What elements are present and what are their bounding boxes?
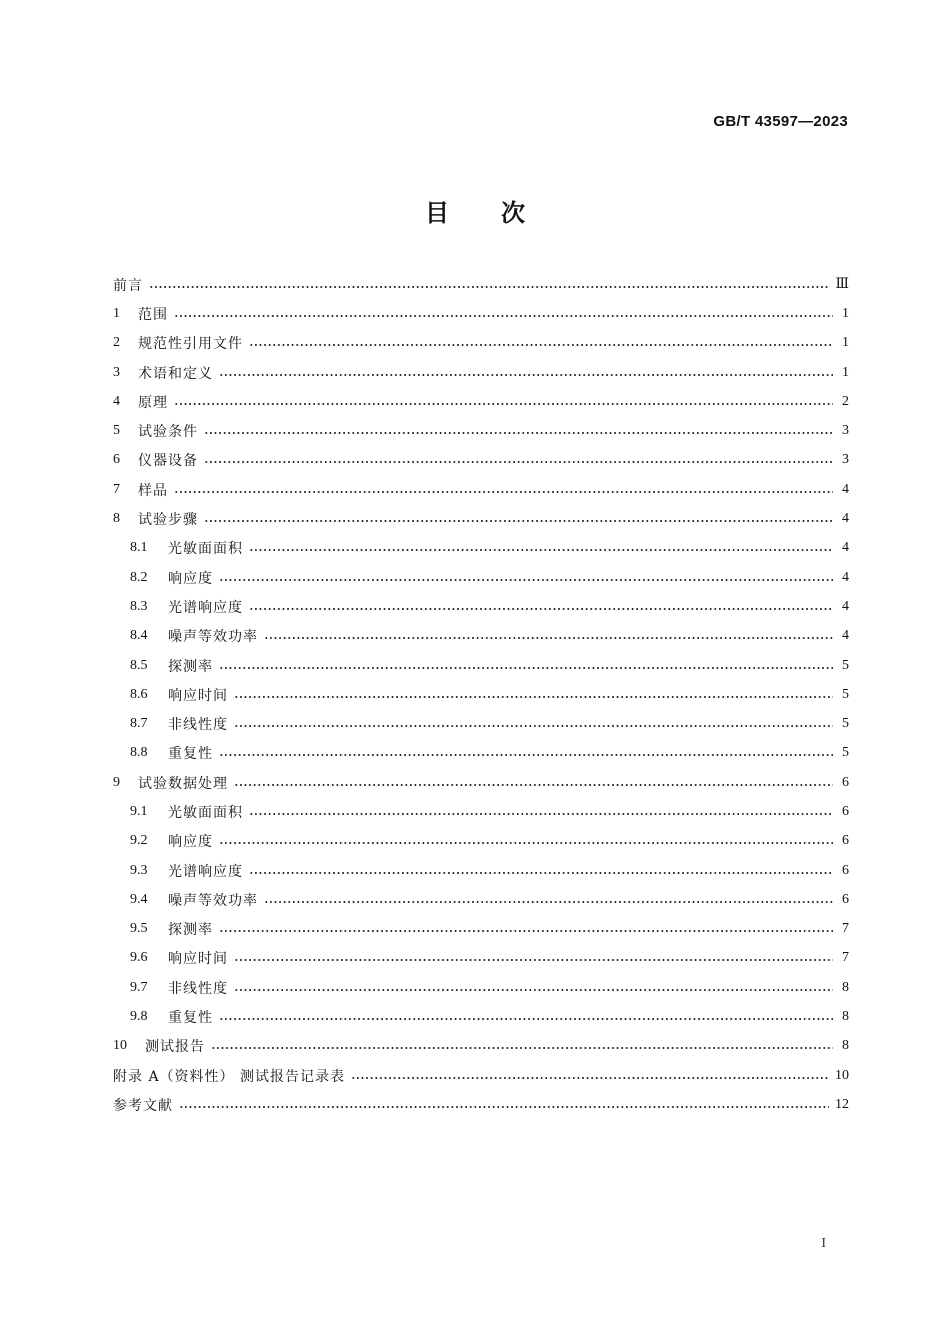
toc-entry-page: 12 bbox=[835, 1096, 849, 1112]
toc-dot-leader bbox=[204, 510, 833, 524]
toc-entry[interactable] bbox=[113, 827, 849, 856]
toc-entry-page: 5 bbox=[842, 657, 849, 673]
toc-entry-label: 响应度 bbox=[168, 570, 213, 587]
toc-entry-number: 9 bbox=[113, 774, 120, 790]
toc-entry-label: 响应度 bbox=[168, 834, 213, 851]
toc-entry-label: 噪声等效功率 bbox=[168, 892, 258, 909]
toc-entry-page: 3 bbox=[842, 452, 849, 468]
toc-entry-label: 探测率 bbox=[168, 922, 213, 939]
toc-entry-page: 1 bbox=[842, 305, 849, 321]
toc-entry-label: 光敏面面积 bbox=[168, 541, 243, 558]
toc-entry-number: 4 bbox=[113, 393, 120, 409]
toc-entry-label: 前言 bbox=[113, 277, 143, 294]
toc-entry-label: 测试报告 bbox=[145, 1039, 205, 1056]
toc-entry[interactable] bbox=[113, 1002, 849, 1031]
toc-entry-page: 7 bbox=[842, 921, 849, 937]
toc-dot-leader bbox=[219, 657, 833, 671]
toc-entry[interactable] bbox=[113, 709, 849, 738]
toc-dot-leader bbox=[174, 481, 833, 495]
toc-dot-leader bbox=[219, 744, 833, 758]
toc-entry[interactable] bbox=[113, 387, 849, 416]
toc-entry-number: 8 bbox=[113, 511, 120, 527]
toc-entry-label: 试验条件 bbox=[138, 424, 198, 441]
toc-entry-page: 1 bbox=[842, 335, 849, 351]
toc-entry-number: 9.4 bbox=[130, 891, 148, 907]
toc-entry-page: 5 bbox=[842, 716, 849, 732]
toc-dot-leader bbox=[174, 305, 833, 319]
toc-entry-page: 4 bbox=[842, 628, 849, 644]
toc-entry-page: 4 bbox=[842, 540, 849, 556]
toc-entry-number: 9.7 bbox=[130, 979, 148, 995]
toc-entry-label: 仪器设备 bbox=[138, 453, 198, 470]
toc-entry[interactable] bbox=[113, 1061, 849, 1090]
toc-entry-label: 非线性度 bbox=[168, 717, 228, 734]
toc-entry-page: 2 bbox=[842, 393, 849, 409]
toc-entry-label: 范围 bbox=[138, 306, 168, 323]
toc-dot-leader bbox=[249, 862, 833, 876]
toc-entry-number: 9.1 bbox=[130, 803, 148, 819]
toc-entry[interactable] bbox=[113, 329, 849, 358]
toc-entry-page: 4 bbox=[842, 481, 849, 497]
toc-dot-leader bbox=[174, 393, 833, 407]
toc-entry-number: 8.3 bbox=[130, 598, 148, 614]
toc-entry-page: 6 bbox=[842, 891, 849, 907]
toc-entry-label: 重复性 bbox=[168, 1010, 213, 1027]
toc-entry-page: 5 bbox=[842, 745, 849, 761]
toc-entry[interactable] bbox=[113, 504, 849, 533]
toc-entry-number: 8.5 bbox=[130, 657, 148, 673]
toc-entry-label: 光谱响应度 bbox=[168, 863, 243, 880]
toc-entry-number: 8.1 bbox=[130, 540, 148, 556]
toc-entry-number: 9.6 bbox=[130, 950, 148, 966]
toc-entry-number: 9.8 bbox=[130, 1009, 148, 1025]
toc-entry[interactable] bbox=[113, 592, 849, 621]
toc-entry[interactable] bbox=[113, 563, 849, 592]
toc-dot-leader bbox=[234, 715, 833, 729]
toc-dot-leader bbox=[149, 276, 829, 290]
toc-entry-page: 6 bbox=[842, 862, 849, 878]
toc-entry[interactable] bbox=[113, 358, 849, 387]
toc-entry-label: 探测率 bbox=[168, 658, 213, 675]
toc-entry[interactable] bbox=[113, 973, 849, 1002]
page-title bbox=[0, 193, 950, 228]
toc-entry-page: 8 bbox=[842, 1009, 849, 1025]
toc-entry-number: 10 bbox=[113, 1038, 127, 1054]
toc-entry-page: 8 bbox=[842, 1038, 849, 1054]
toc-entry-page: 3 bbox=[842, 423, 849, 439]
toc-entry-number: 5 bbox=[113, 423, 120, 439]
toc-entry[interactable] bbox=[113, 1032, 849, 1061]
toc-dot-leader bbox=[351, 1067, 829, 1081]
toc-dot-leader bbox=[234, 686, 833, 700]
toc-entry-page: 6 bbox=[842, 774, 849, 790]
toc-dot-leader bbox=[211, 1037, 833, 1051]
toc-entry-label: 原理 bbox=[138, 394, 168, 411]
toc-dot-leader bbox=[179, 1096, 829, 1110]
toc-entry[interactable] bbox=[113, 680, 849, 709]
toc-dot-leader bbox=[264, 627, 833, 641]
toc-entry-page: Ⅲ bbox=[835, 277, 849, 293]
toc-entry-number: 7 bbox=[113, 481, 120, 497]
toc-dot-leader bbox=[234, 774, 833, 788]
toc-entry-page: 4 bbox=[842, 511, 849, 527]
toc-entry[interactable] bbox=[113, 739, 849, 768]
toc-dot-leader bbox=[264, 891, 833, 905]
toc-entry[interactable] bbox=[113, 446, 849, 475]
toc-entry-label: 非线性度 bbox=[168, 980, 228, 997]
toc-entry[interactable] bbox=[113, 944, 849, 973]
toc-entry-label: 术语和定义 bbox=[138, 365, 213, 382]
toc-entry-page: 10 bbox=[835, 1067, 849, 1083]
toc-entry[interactable] bbox=[113, 856, 849, 885]
toc-entry-number: 1 bbox=[113, 305, 120, 321]
toc-entry-label: 光谱响应度 bbox=[168, 599, 243, 616]
title-char-2: 次 bbox=[501, 199, 525, 227]
toc-dot-leader bbox=[234, 949, 833, 963]
toc-entry[interactable] bbox=[113, 270, 849, 299]
toc-entry-label: 附录 A（资料性） 测试报告记录表 bbox=[113, 1068, 346, 1085]
toc-entry-number: 8.6 bbox=[130, 686, 148, 702]
toc-entry[interactable] bbox=[113, 622, 849, 651]
toc-entry[interactable] bbox=[113, 299, 849, 328]
toc-entry[interactable] bbox=[113, 534, 849, 563]
toc-entry-number: 2 bbox=[113, 335, 120, 351]
toc-entry-page: 4 bbox=[842, 569, 849, 585]
toc-entry[interactable] bbox=[113, 651, 849, 680]
toc-entry-page: 7 bbox=[842, 950, 849, 966]
toc-entry-page: 1 bbox=[842, 364, 849, 380]
toc-entry-page: 5 bbox=[842, 686, 849, 702]
toc-entry-number: 9.3 bbox=[130, 862, 148, 878]
toc-dot-leader bbox=[249, 334, 833, 348]
toc-entry-number: 6 bbox=[113, 452, 120, 468]
toc-entry-label: 光敏面面积 bbox=[168, 804, 243, 821]
toc-dot-leader bbox=[249, 539, 833, 553]
toc-entry-label: 响应时间 bbox=[168, 951, 228, 968]
title-char-1: 目 bbox=[425, 199, 449, 227]
toc-dot-leader bbox=[219, 569, 833, 583]
toc-entry-label: 参考文献 bbox=[113, 1097, 173, 1114]
toc-entry-number: 8.2 bbox=[130, 569, 148, 585]
toc-entry-label: 重复性 bbox=[168, 746, 213, 763]
toc-dot-leader bbox=[219, 1008, 833, 1022]
toc-entry-number: 9.2 bbox=[130, 833, 148, 849]
page-folio: I bbox=[821, 1236, 826, 1251]
toc-entry-number: 8.8 bbox=[130, 745, 148, 761]
toc-entry-page: 6 bbox=[842, 833, 849, 849]
toc-entry[interactable] bbox=[113, 885, 849, 914]
toc-entry-page: 4 bbox=[842, 598, 849, 614]
toc-entry-number: 8.7 bbox=[130, 716, 148, 732]
standard-code: GB/T 43597—2023 bbox=[713, 113, 848, 130]
toc-entry-number: 9.5 bbox=[130, 921, 148, 937]
toc-entry-label: 试验数据处理 bbox=[138, 775, 228, 792]
toc-entry-number: 3 bbox=[113, 364, 120, 380]
toc-entry-label: 规范性引用文件 bbox=[138, 336, 243, 353]
toc-dot-leader bbox=[234, 979, 833, 993]
toc-entry[interactable] bbox=[113, 475, 849, 504]
toc-dot-leader bbox=[219, 364, 833, 378]
toc-dot-leader bbox=[204, 451, 833, 465]
toc-entry[interactable] bbox=[113, 416, 849, 445]
table-of-contents bbox=[113, 270, 849, 1120]
toc-entry[interactable] bbox=[113, 797, 849, 826]
toc-entry-page: 6 bbox=[842, 803, 849, 819]
toc-entry-label: 样品 bbox=[138, 482, 168, 499]
toc-entry[interactable] bbox=[113, 768, 849, 797]
toc-dot-leader bbox=[204, 422, 833, 436]
toc-entry-label: 噪声等效功率 bbox=[168, 629, 258, 646]
toc-entry[interactable] bbox=[113, 915, 849, 944]
toc-entry-number: 8.4 bbox=[130, 628, 148, 644]
toc-dot-leader bbox=[219, 920, 833, 934]
toc-entry-label: 响应时间 bbox=[168, 687, 228, 704]
toc-entry-page: 8 bbox=[842, 979, 849, 995]
toc-entry-label: 试验步骤 bbox=[138, 512, 198, 529]
toc-dot-leader bbox=[249, 598, 833, 612]
toc-dot-leader bbox=[219, 832, 833, 846]
toc-dot-leader bbox=[249, 803, 833, 817]
toc-entry[interactable] bbox=[113, 1090, 849, 1119]
